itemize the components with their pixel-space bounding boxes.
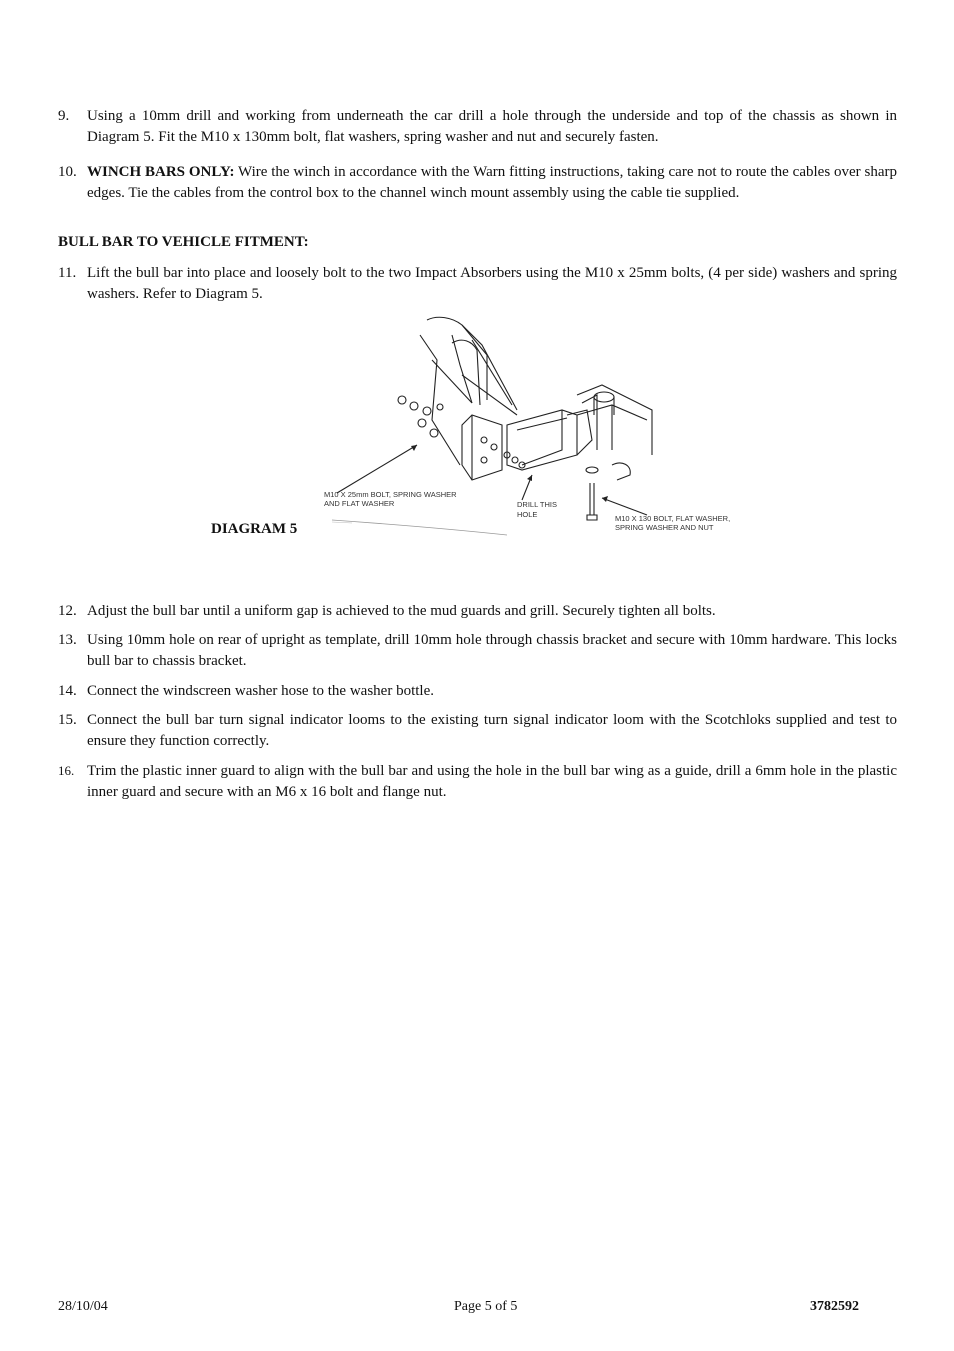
callout-bolt-25-line1: M10 X 25mm BOLT, SPRING WASHER xyxy=(324,490,457,499)
step-number: 11. xyxy=(58,265,77,281)
step-text: Adjust the bull bar until a uniform gap is achieved to the mud guards and grill. Securely tighten all bolts. xyxy=(87,603,716,619)
step-number: 9. xyxy=(58,108,70,124)
callout-drill-line1: DRILL THIS xyxy=(517,500,558,509)
step-text: Connect the windscreen washer hose to the washer bottle. xyxy=(87,683,434,699)
step-text: Using 10mm hole on rear of upright as template, drill 10mm hole through chassis bracket and secure with 10mm hardware. This locks bull bar to chassis bracket. xyxy=(87,632,897,669)
footer-date: 28/10/04 xyxy=(58,1299,108,1314)
footer-page-number: Page 5 of 5 xyxy=(454,1299,518,1314)
step-lead: WINCH BARS ONLY: xyxy=(87,164,235,180)
step-15 xyxy=(58,710,897,751)
step-13 xyxy=(58,630,897,671)
step-text: Using a 10mm drill and working from underneath the car drill a hole through the underside and top of the chassis as shown in Diagram 5. Fit the M10 x 130mm bolt, flat washers, spring washer and nut and securely fasten. xyxy=(87,108,897,145)
step-9 xyxy=(58,106,897,147)
step-number: 12. xyxy=(58,603,77,619)
diagram-5-illustration xyxy=(312,315,762,540)
callout-bolt-25-line2: AND FLAT WASHER xyxy=(324,499,395,508)
step-text-wrap xyxy=(87,162,897,203)
step-14 xyxy=(58,681,897,702)
step-10 xyxy=(58,162,897,203)
step-number: 10. xyxy=(58,164,77,180)
callout-bolt-130-line1: M10 X 130 BOLT, FLAT WASHER, xyxy=(615,514,731,523)
callout-drill-line2: HOLE xyxy=(517,510,538,519)
step-number: 16. xyxy=(58,763,75,778)
step-number: 15. xyxy=(58,712,77,728)
footer-document-code: 3782592 xyxy=(810,1299,859,1314)
step-number: 13. xyxy=(58,632,77,648)
step-text: Lift the bull bar into place and loosely bolt to the two Impact Absorbers using the M10 x 25mm bolts, (4 per side) washers and spring washers. Refer to Diagram 5. xyxy=(87,265,897,302)
step-11 xyxy=(58,263,897,304)
step-text: Wire the winch in accordance with the Warn fitting instructions, taking care not to route the cables over sharp edges. Tie the cables from the control box to the channel winch mount assembly using the cable tie supplied. xyxy=(87,164,897,201)
step-number: 14. xyxy=(58,683,77,699)
step-text: Trim the plastic inner guard to align with the bull bar and using the hole in the bull bar wing as a guide, drill a 6mm hole in the plastic inner guard and secure with an M6 x 16 bolt and flange nut. xyxy=(87,763,897,800)
step-text: Connect the bull bar turn signal indicator looms to the existing turn signal indicator loom with the Scotchloks supplied and test to ensure they function correctly. xyxy=(87,712,897,749)
step-12 xyxy=(58,601,897,622)
diagram-label: DIAGRAM 5 xyxy=(211,521,298,537)
callout-bolt-130-line2: SPRING WASHER AND NUT xyxy=(615,523,714,532)
step-16 xyxy=(58,761,897,802)
section-heading: BULL BAR TO VEHICLE FITMENT: xyxy=(58,234,309,250)
